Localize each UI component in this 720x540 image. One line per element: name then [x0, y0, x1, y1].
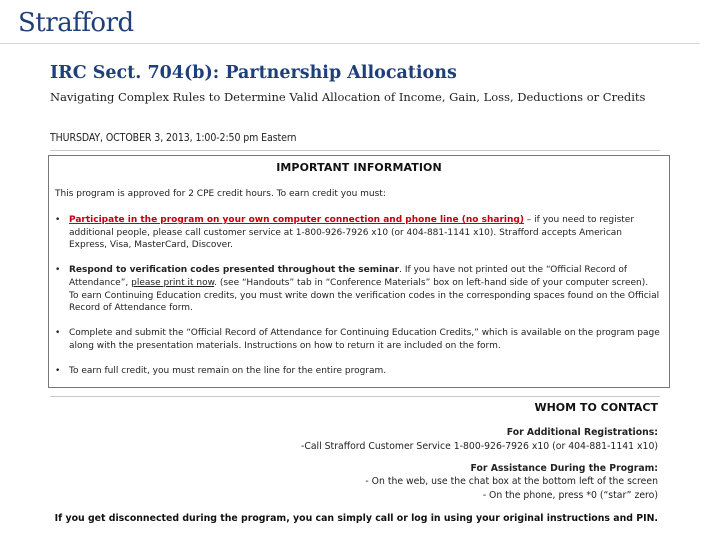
verification-text-1: . If you have not printed out the “Official Record of Attendance”, [69, 265, 628, 288]
assistance-web: - On the web, use the chat box at the bottom left of the screen [365, 476, 658, 487]
list-item [55, 214, 660, 252]
header-divider [0, 43, 700, 44]
registrations-label: For Additional Registrations: [506, 427, 658, 438]
verification-text-2: . (see “Handouts” tab in “Conference Materials” box on left-hand side of your computer screen). To earn Continuing Education credits, you must write down the verification codes in the corresponding spaces found on the Official Record of Attendance form. [69, 277, 660, 314]
bullet-icon: • [55, 366, 61, 377]
page-subtitle: Navigating Complex Rules to Determine Valid Allocation of Income, Gain, Loss, Deductions or Credits [50, 90, 646, 104]
bullet-icon: • [55, 328, 61, 339]
registrations-phone: -Call Strafford Customer Service 1-800-926-7926 x10 (or 404-881-1141 x10) [300, 441, 658, 452]
list-item [55, 327, 660, 352]
bullet-icon: • [55, 215, 61, 225]
participation-link[interactable]: Participate in the program on your own computer connection and phone line (no sharing) [69, 215, 524, 225]
strafford-logo: Strafford [18, 8, 134, 38]
important-intro: This program is approved for 2 CPE credit hours. To earn credit you must: [55, 189, 386, 199]
event-datetime: THURSDAY, OCTOBER 3, 2013, 1:00-2:50 pm Eastern [50, 132, 297, 144]
important-information-heading: IMPORTANT INFORMATION [276, 161, 442, 174]
list-item [55, 264, 660, 314]
contact-divider [50, 396, 660, 397]
assistance-phone: - On the phone, press *0 (“star” zero) [482, 490, 658, 501]
print-now-link[interactable]: please print it now [131, 277, 215, 288]
important-information-box [48, 155, 670, 388]
list-item [55, 365, 660, 378]
requirements-list [55, 214, 660, 390]
disconnect-note: If you get disconnected during the program, you can simply call or log in using your original instructions and PIN. [54, 513, 658, 524]
page-title: IRC Sect. 704(b): Partnership Allocations [50, 63, 457, 83]
submit-record-text: Complete and submit the “Official Record of Attendance for Continuing Education Credits,” which is available on the program page along with the presentation materials. Instructions on how to return it are included on the form. [69, 328, 660, 351]
participation-text: – if you need to register additional people, please call customer service at 1-800-926-7926 x10 (or 404-881-1141 x10). Strafford accepts American Express, Visa, MasterCard, Discover. [69, 215, 635, 251]
datetime-divider [50, 150, 660, 151]
full-credit-text: To earn full credit, you must remain on the line for the entire program. [69, 366, 387, 377]
verification-codes-label: Respond to verification codes presented throughout the seminar [69, 265, 400, 276]
bullet-icon: • [55, 265, 61, 276]
assistance-label: For Assistance During the Program: [470, 463, 658, 474]
whom-to-contact-heading: WHOM TO CONTACT [534, 401, 658, 414]
